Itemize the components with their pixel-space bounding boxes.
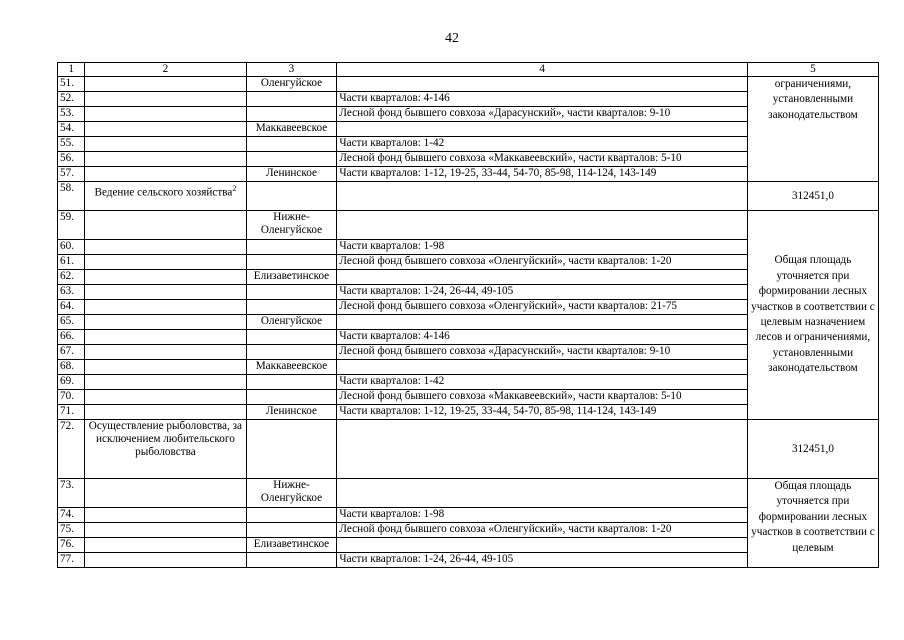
activity-cell [85, 508, 246, 523]
quarters-cell [337, 77, 748, 92]
total-area: 312451,0 [747, 420, 878, 479]
activity-cell [85, 92, 246, 107]
activity-cell [85, 300, 246, 315]
row-number: 76. [58, 538, 85, 553]
quarters-cell: Лесной фонд бывшего совхоза «Оленгуйский», части кварталов: 1-20 [337, 523, 748, 538]
row-number: 58. [58, 182, 85, 211]
row-number: 52. [58, 92, 85, 107]
activity-cell [85, 255, 246, 270]
activity-cell [85, 405, 246, 420]
quarters-cell: Лесной фонд бывшего совхоза «Оленгуйский», части кварталов: 21-75 [337, 300, 748, 315]
header-cell: 3 [246, 63, 337, 77]
forestry-cell: Елизаветинское [246, 270, 337, 285]
activity-cell [85, 107, 246, 122]
row-number: 68. [58, 360, 85, 375]
table-row [58, 420, 879, 479]
forestry-cell [246, 553, 337, 568]
forestry-cell [246, 330, 337, 345]
quarters-cell [337, 420, 748, 479]
activity-cell [85, 523, 246, 538]
row-number: 54. [58, 122, 85, 137]
quarters-cell [337, 315, 748, 330]
activity-cell [85, 182, 246, 211]
row-number: 63. [58, 285, 85, 300]
forestry-cell: Оленгуйское [246, 77, 337, 92]
row-number: 69. [58, 375, 85, 390]
forestry-cell: Нижне-Оленгуйское [246, 211, 337, 240]
table-row [58, 211, 879, 240]
header-cell: 1 [58, 63, 85, 77]
table-header-row [58, 63, 879, 77]
area-note: Общая площадь уточняется при формировании лесных участков в соответствии с целевым назначением лесов и ограничениями, установленными законодательством [747, 211, 878, 420]
quarters-cell [337, 182, 748, 211]
activity-cell [85, 479, 246, 508]
quarters-cell: Части кварталов: 1-98 [337, 240, 748, 255]
activity-cell [85, 330, 246, 345]
forestry-cell: Маккавеевское [246, 122, 337, 137]
activity-cell [85, 240, 246, 255]
activity-cell [85, 137, 246, 152]
row-number: 56. [58, 152, 85, 167]
header-cell: 4 [337, 63, 748, 77]
table-row [58, 182, 879, 211]
forestry-cell: Оленгуйское [246, 315, 337, 330]
quarters-cell [337, 538, 748, 553]
activity-cell [85, 77, 246, 92]
quarters-cell: Лесной фонд бывшего совхоза «Маккавеевский», части кварталов: 5-10 [337, 390, 748, 405]
activity-cell [85, 152, 246, 167]
quarters-cell: Лесной фонд бывшего совхоза «Оленгуйский», части кварталов: 1-20 [337, 255, 748, 270]
forestry-cell [246, 137, 337, 152]
quarters-cell [337, 270, 748, 285]
forestry-cell [246, 285, 337, 300]
quarters-cell [337, 122, 748, 137]
activity-cell [85, 122, 246, 137]
activity-cell [85, 375, 246, 390]
activity-cell [85, 167, 246, 182]
row-number: 62. [58, 270, 85, 285]
activity-cell [85, 285, 246, 300]
row-number: 72. [58, 420, 85, 479]
forest-allocation-table [57, 62, 879, 568]
quarters-cell: Части кварталов: 1-98 [337, 508, 748, 523]
quarters-cell: Лесной фонд бывшего совхоза «Дарасунский», части кварталов: 9-10 [337, 345, 748, 360]
row-number: 55. [58, 137, 85, 152]
quarters-cell: Части кварталов: 1-12, 19-25, 33-44, 54-70, 85-98, 114-124, 143-149 [337, 405, 748, 420]
quarters-cell: Части кварталов: 1-24, 26-44, 49-105 [337, 553, 748, 568]
forestry-cell: Маккавеевское [246, 360, 337, 375]
page-number: 42 [445, 31, 459, 46]
row-number: 75. [58, 523, 85, 538]
forestry-cell [246, 182, 337, 211]
area-note: ограничениями, установленными законодательством [747, 77, 878, 182]
activity-cell [85, 390, 246, 405]
activity-cell [85, 360, 246, 375]
activity-cell [85, 270, 246, 285]
activity-cell [85, 538, 246, 553]
header-cell: 2 [85, 63, 246, 77]
forestry-cell: Ленинское [246, 405, 337, 420]
table-row [58, 77, 879, 92]
footnote-mark: 2 [232, 184, 237, 193]
row-number: 71. [58, 405, 85, 420]
forestry-cell: Нижне-Оленгуйское [246, 479, 337, 508]
forestry-cell [246, 420, 337, 479]
quarters-cell: Части кварталов: 1-24, 26-44, 49-105 [337, 285, 748, 300]
forestry-cell [246, 300, 337, 315]
row-number: 60. [58, 240, 85, 255]
forestry-cell [246, 508, 337, 523]
area-note: Общая площадь уточняется при формировании лесных участков в соответствии с целевым [747, 479, 878, 568]
quarters-cell [337, 479, 748, 508]
activity-text: Ведение сельского хозяйства [94, 186, 233, 199]
forestry-cell: Елизаветинское [246, 538, 337, 553]
forestry-cell [246, 240, 337, 255]
row-number: 66. [58, 330, 85, 345]
activity-cell [85, 553, 246, 568]
row-number: 74. [58, 508, 85, 523]
quarters-cell [337, 211, 748, 240]
row-number: 57. [58, 167, 85, 182]
row-number: 61. [58, 255, 85, 270]
row-number: 53. [58, 107, 85, 122]
quarters-cell: Части кварталов: 4-146 [337, 330, 748, 345]
row-number: 64. [58, 300, 85, 315]
row-number: 77. [58, 553, 85, 568]
row-number: 70. [58, 390, 85, 405]
activity-cell [85, 211, 246, 240]
header-cell: 5 [747, 63, 878, 77]
row-number: 67. [58, 345, 85, 360]
forestry-cell [246, 375, 337, 390]
forestry-cell [246, 107, 337, 122]
activity-cell [85, 315, 246, 330]
row-number: 51. [58, 77, 85, 92]
forestry-cell [246, 523, 337, 538]
quarters-cell: Части кварталов: 1-12, 19-25, 33-44, 54-70, 85-98, 114-124, 143-149 [337, 167, 748, 182]
quarters-cell: Части кварталов: 1-42 [337, 137, 748, 152]
forestry-cell [246, 92, 337, 107]
forestry-cell [246, 345, 337, 360]
quarters-cell: Части кварталов: 4-146 [337, 92, 748, 107]
quarters-cell: Лесной фонд бывшего совхоза «Маккавеевский», части кварталов: 5-10 [337, 152, 748, 167]
row-number: 73. [58, 479, 85, 508]
activity-cell [85, 345, 246, 360]
activity-cell: Осуществление рыболовства, за исключением любительского рыболовства [85, 420, 246, 479]
row-number: 59. [58, 211, 85, 240]
forestry-cell [246, 255, 337, 270]
table-row [58, 479, 879, 508]
forestry-cell [246, 152, 337, 167]
row-number: 65. [58, 315, 85, 330]
quarters-cell: Лесной фонд бывшего совхоза «Дарасунский», части кварталов: 9-10 [337, 107, 748, 122]
forestry-cell [246, 390, 337, 405]
quarters-cell [337, 360, 748, 375]
quarters-cell: Части кварталов: 1-42 [337, 375, 748, 390]
forestry-cell: Ленинское [246, 167, 337, 182]
total-area: 312451,0 [747, 182, 878, 211]
